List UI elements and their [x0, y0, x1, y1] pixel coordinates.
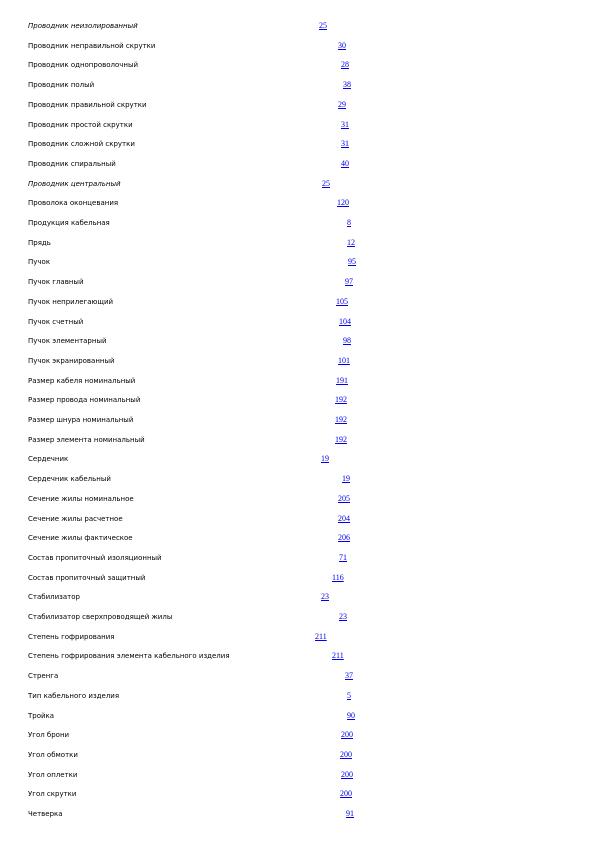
- index-term: Продукция кабельная: [28, 219, 110, 227]
- index-entry: [0, 610, 595, 624]
- page-number-link[interactable]: 200: [341, 730, 353, 740]
- index-term: Размер элемента номинальный: [28, 435, 145, 444]
- index-entry: [0, 551, 595, 565]
- index-term: Пучок элементарный: [28, 337, 107, 346]
- index-term: Проводник неизолированный: [28, 22, 138, 30]
- index-term: Сечение жилы фактическое: [28, 534, 133, 543]
- page-number-link[interactable]: 192: [335, 395, 347, 405]
- page-number-link[interactable]: 38: [343, 80, 351, 90]
- index-term: Проводник центральный: [28, 179, 121, 188]
- index-entry: [0, 157, 595, 171]
- page-number-link[interactable]: 30: [338, 40, 346, 50]
- index-entry: [0, 649, 595, 663]
- index-term: Пучок: [28, 258, 51, 267]
- index-entry: [0, 196, 595, 210]
- index-term: Пучок неприлегающий: [28, 297, 114, 306]
- index-entry: [0, 748, 595, 762]
- index-entry: [0, 315, 595, 329]
- page-number-link[interactable]: 192: [335, 415, 347, 424]
- index-entry: [0, 255, 595, 269]
- page-number-link[interactable]: 90: [347, 710, 355, 720]
- page-number-link[interactable]: 192: [335, 434, 347, 444]
- page-number-link[interactable]: 98: [343, 336, 351, 346]
- index-term: Проводник полый: [28, 81, 95, 90]
- index-entry: [0, 787, 595, 801]
- page-number-link[interactable]: 37: [345, 671, 353, 681]
- index-entry: [0, 807, 595, 821]
- index-entry: [0, 19, 595, 33]
- index-term: Угол скрутки: [28, 790, 77, 799]
- index-entry: [0, 630, 595, 644]
- page-number-link[interactable]: 23: [339, 612, 347, 621]
- index-entry: [0, 374, 595, 388]
- index-term: Стабилизатор сверхпроводящей жилы: [28, 613, 173, 621]
- index-term: Угол оплетки: [28, 770, 78, 779]
- page-number-link[interactable]: 19: [321, 454, 329, 464]
- index-term: Сердечник кабельный: [28, 475, 111, 484]
- index-entry: [0, 531, 595, 545]
- index-entry: [0, 236, 595, 250]
- index-term: Тройка: [28, 711, 55, 720]
- page-number-link[interactable]: 40: [341, 158, 349, 168]
- page-number-link[interactable]: 31: [341, 139, 349, 149]
- page-number-link[interactable]: 23: [321, 592, 329, 602]
- page-number-link[interactable]: 116: [332, 572, 344, 582]
- page-number-link[interactable]: 25: [322, 178, 330, 188]
- index-term: Состав пропиточный изоляционный: [28, 553, 162, 562]
- index-term: Проводник неправильной скрутки: [28, 41, 156, 50]
- index-term: Проводник спиральный: [28, 159, 116, 168]
- index-entry: [0, 728, 595, 742]
- index-entry: [0, 334, 595, 348]
- index-term: Тип кабельного изделия: [28, 691, 120, 700]
- page-number-link[interactable]: 91: [346, 809, 354, 818]
- index-term: Проводник правильной скрутки: [28, 100, 147, 109]
- index-term: Четверка: [28, 810, 63, 818]
- index-entry: [0, 78, 595, 92]
- page-number-link[interactable]: 12: [347, 237, 355, 247]
- index-entry: [0, 393, 595, 407]
- page-number-link[interactable]: 211: [315, 631, 327, 641]
- page-number-link[interactable]: 8: [347, 218, 351, 227]
- index-entry: [0, 413, 595, 427]
- index-entry: [0, 669, 595, 683]
- index-entry: [0, 433, 595, 447]
- index-entry: [0, 58, 595, 72]
- page-number-link[interactable]: 204: [338, 513, 350, 523]
- index-entry: [0, 275, 595, 289]
- page-number-link[interactable]: 19: [342, 474, 350, 484]
- index-entry: [0, 137, 595, 151]
- index-term: Угол обмотки: [28, 750, 78, 759]
- page-number-link[interactable]: 200: [341, 769, 353, 779]
- index-term: Пучок экранированный: [28, 356, 115, 365]
- index-term: Проводник сложной скрутки: [28, 140, 135, 149]
- index-entry: [0, 492, 595, 506]
- page-number-link[interactable]: 206: [338, 533, 350, 543]
- index-entry: [0, 177, 595, 191]
- index-term: Пучок счетный: [28, 317, 84, 326]
- page-number-link[interactable]: 211: [332, 651, 344, 661]
- page-number-link[interactable]: 200: [340, 789, 352, 799]
- index-entry: [0, 709, 595, 723]
- index-term: Угол брони: [28, 731, 70, 740]
- index-entry: [0, 590, 595, 604]
- page-number-link[interactable]: 5: [347, 690, 351, 700]
- page-number-link[interactable]: 95: [348, 257, 356, 267]
- index-entry: [0, 768, 595, 782]
- index-entry: [0, 571, 595, 585]
- index-term: Прядь: [28, 238, 51, 247]
- index-entry: [0, 354, 595, 368]
- page-number-link[interactable]: 71: [339, 552, 347, 562]
- index-entry: [0, 39, 595, 53]
- index-entry: [0, 689, 595, 703]
- page-number-link[interactable]: 191: [336, 375, 348, 385]
- page-number-link[interactable]: 105: [336, 296, 348, 306]
- index-entry: [0, 512, 595, 526]
- index-term: Стренга: [28, 672, 59, 681]
- index-term: Размер провода номинальный: [28, 396, 141, 405]
- index-term: Размер кабеля номинальный: [28, 376, 136, 385]
- index-entry: [0, 295, 595, 309]
- index-term: Степень гофрирования элемента кабельного изделия: [28, 652, 230, 661]
- index-entry: [0, 98, 595, 112]
- index-entry: [0, 452, 595, 466]
- page-number-link[interactable]: 97: [345, 277, 353, 287]
- index-term: Стабилизатор: [28, 593, 80, 602]
- page-number-link[interactable]: 200: [340, 749, 352, 759]
- page-number-link[interactable]: 101: [338, 355, 350, 365]
- page-number-link[interactable]: 31: [341, 119, 349, 129]
- page-number-link[interactable]: 29: [338, 99, 346, 109]
- index-term: Проводник однопроволочный: [28, 61, 139, 70]
- index-entry: [0, 216, 595, 230]
- index-term: Пучок главный: [28, 278, 84, 287]
- index-term: Степень гофрирования: [28, 632, 115, 641]
- index-term: Проволока оконцевания: [28, 199, 119, 208]
- index-term: Сечение жилы номинальное: [28, 494, 134, 503]
- page-number-link[interactable]: 205: [338, 493, 350, 503]
- page-number-link[interactable]: 25: [319, 21, 327, 30]
- page-number-link[interactable]: 104: [339, 316, 351, 326]
- index-term: Состав пропиточный защитный: [28, 573, 146, 582]
- index-term: Проводник простой скрутки: [28, 120, 133, 129]
- page-number-link[interactable]: 120: [337, 198, 349, 208]
- page-number-link[interactable]: 28: [341, 60, 349, 70]
- index-entry: [0, 118, 595, 132]
- index-term: Сердечник: [28, 455, 69, 464]
- index-term: Размер шнура номинальный: [28, 416, 134, 424]
- index-entry: [0, 472, 595, 486]
- index-term: Сечение жилы расчетное: [28, 514, 123, 523]
